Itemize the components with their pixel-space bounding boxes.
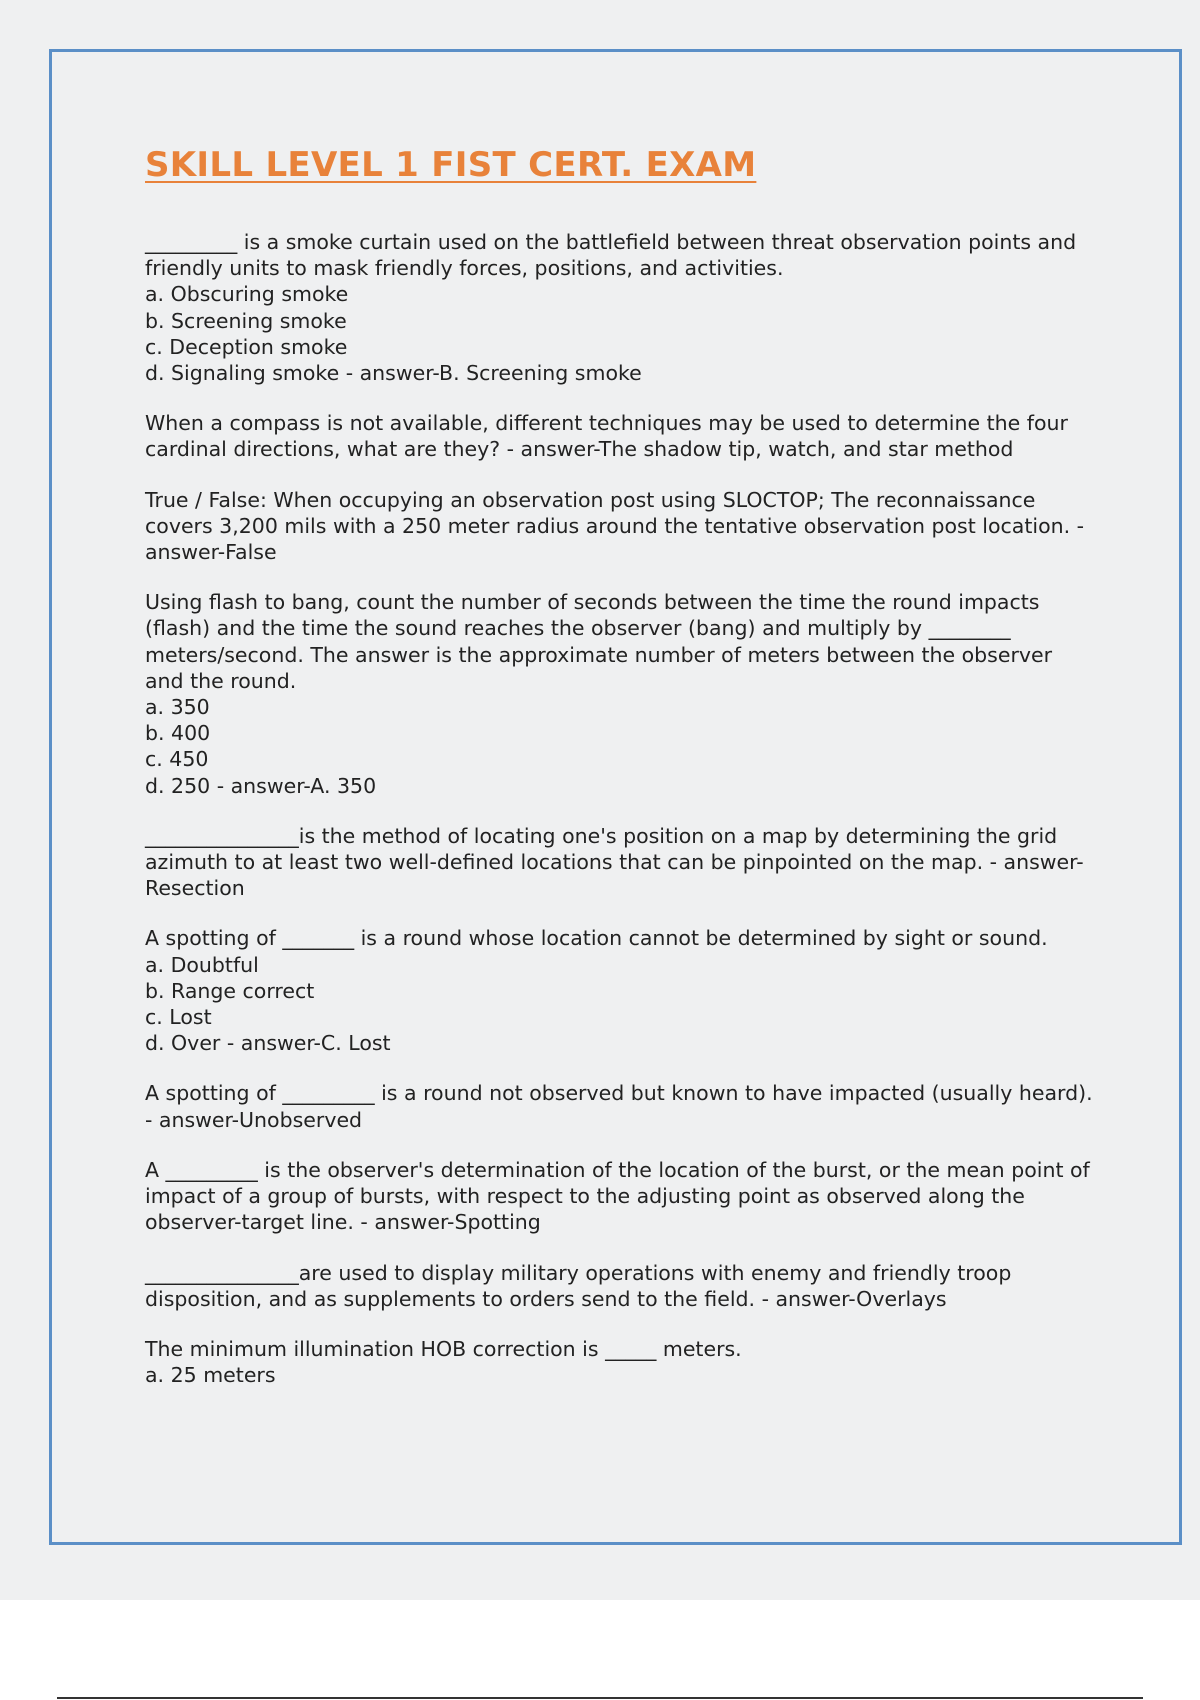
question-8 [145, 1157, 1095, 1236]
question-4 [145, 589, 1095, 799]
answer-option: b. 400 [145, 721, 211, 746]
question-text: _______________is the method of locating one's position on a map by determining the grid azimuth to at least two well-defined locations that can be pinpointed on the map. - answer-Resection [145, 823, 1084, 901]
answer-option: a. 25 meters [145, 1363, 276, 1388]
question-text: A spotting of _______ is a round whose location cannot be determined by sight or sound. [145, 926, 1048, 951]
question-7 [145, 1080, 1095, 1132]
question-2 [145, 410, 1095, 462]
answer-option: d. 250 - answer-A. 350 [145, 773, 377, 798]
question-text: True / False: When occupying an observation post using SLOCTOP; The reconnaissance covers 3,200 mils with a 250 meter radius around the tentative observation post location. - answer-False [145, 487, 1085, 565]
answer-option: a. Doubtful [145, 952, 259, 977]
document-title: SKILL LEVEL 1 FIST CERT. EXAM [145, 145, 757, 185]
answer-option: c. Deception smoke [145, 334, 348, 359]
question-text: A _________ is the observer's determination of the location of the burst, or the mean point of impact of a group of bursts, with respect to the adjusting point as observed along the observer-target line. - answer-Spotting [145, 1157, 1090, 1235]
answer-option: c. Lost [145, 1005, 212, 1030]
question-text: When a compass is not available, different techniques may be used to determine the four cardinal directions, what are they? - answer-The shadow tip, watch, and star method [145, 411, 1068, 462]
answer-option: a. 350 [145, 695, 210, 720]
answer-option: c. 450 [145, 747, 209, 772]
question-6 [145, 925, 1095, 1056]
answer-option: b. Screening smoke [145, 308, 347, 333]
question-text: The minimum illumination HOB correction is _____ meters. [145, 1336, 742, 1361]
document-content [145, 141, 1095, 1412]
answer-option: b. Range correct [145, 978, 315, 1003]
question-5 [145, 823, 1095, 902]
question-10 [145, 1336, 1095, 1388]
answer-option: d. Over - answer-C. Lost [145, 1031, 391, 1056]
answer-option: d. Signaling smoke - answer-B. Screening smoke [145, 361, 642, 386]
answer-option: a. Obscuring smoke [145, 282, 349, 307]
question-text: A spotting of _________ is a round not observed but known to have impacted (usually heard). - answer-Unobserved [145, 1081, 1093, 1132]
question-text: _________ is a smoke curtain used on the battlefield between threat observation points and friendly units to mask friendly forces, positions, and activities. [145, 230, 1077, 281]
page-divider [57, 1697, 1143, 1699]
question-text: Using flash to bang, count the number of seconds between the time the round impacts (flash) and the time the sound reaches the observer (bang) and multiply by ________ meters/second. The answer is the approximate number of meters between the observer and the round. [145, 590, 1053, 693]
question-text: _______________are used to display military operations with enemy and friendly troop disposition, and as supplements to orders send to the field. - answer-Overlays [145, 1260, 1012, 1311]
question-3 [145, 487, 1095, 566]
question-9 [145, 1260, 1095, 1312]
question-1 [145, 229, 1095, 386]
